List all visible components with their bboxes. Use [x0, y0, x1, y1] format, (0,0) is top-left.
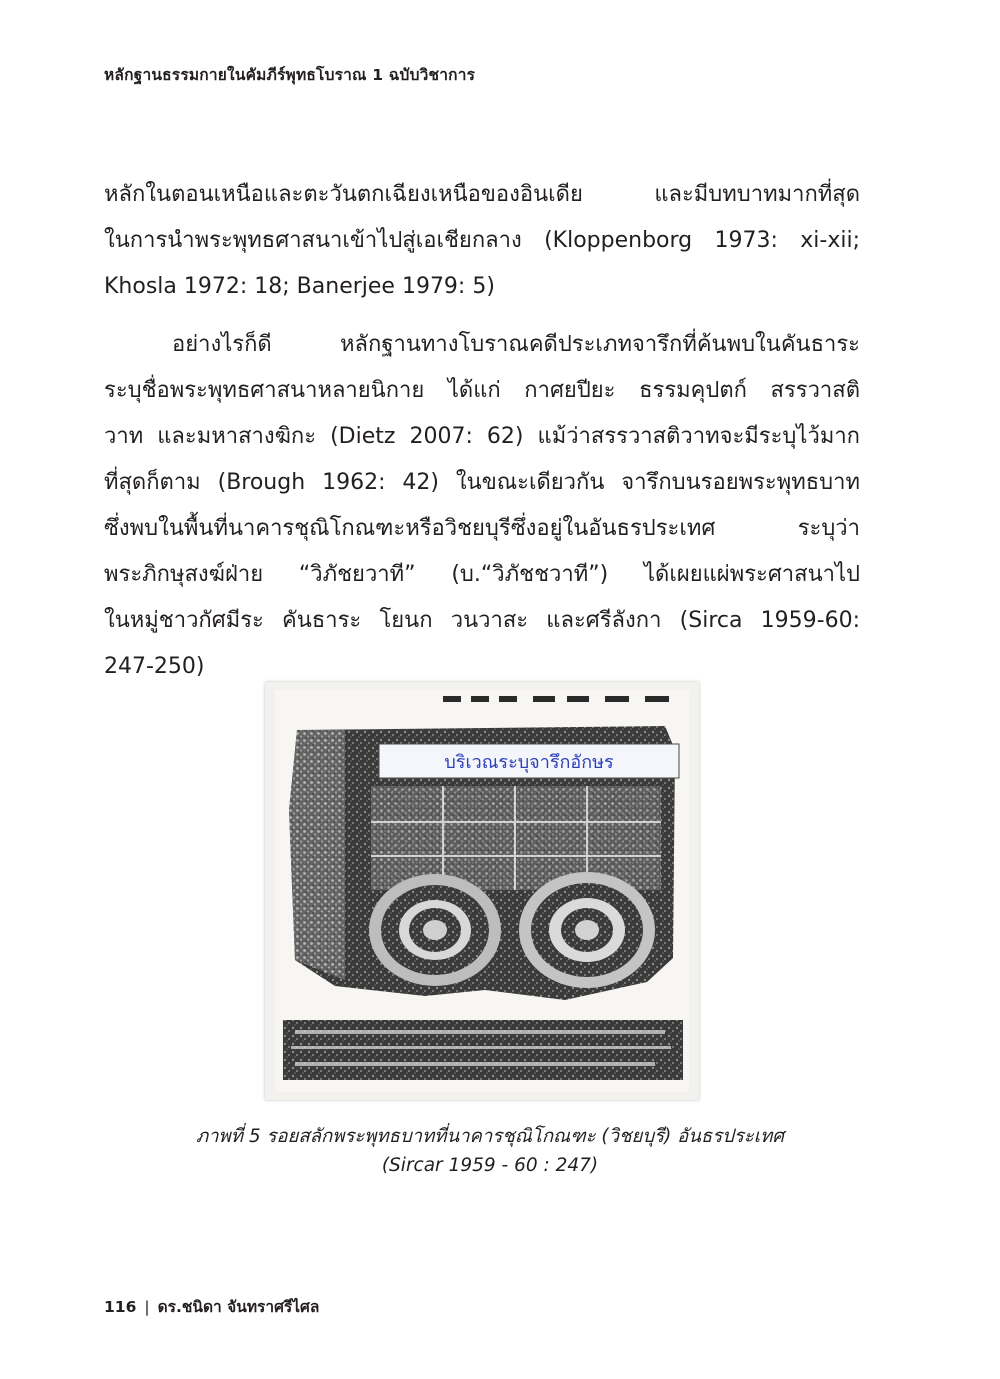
- paragraph-line: หลักในตอนเหนือและตะวันตกเฉียงเหนือของอินเดีย และมีบทบาทมากที่สุด: [104, 182, 860, 207]
- caption-line-1: ภาพที่ 5 รอยสลักพระพุทธบาทที่นาคารชุณิโกณฑะ (วิชยบุรี) อันธรประเทศ: [195, 1126, 785, 1147]
- caption-line-2: (Sircar 1959 - 60 : 247): [381, 1155, 599, 1176]
- paragraph-line: ในหมู่ชาวกัศมีระ คันธาระ โยนก วนวาสะ และศรีลังกา (Sirca 1959-60:: [104, 608, 860, 633]
- stamp-label: บริเวณระบุจารึกอักษร: [444, 752, 614, 773]
- footer-separator: |: [144, 1298, 150, 1316]
- paragraph-2: [104, 322, 860, 690]
- paragraph-line: วาท และมหาสางฆิกะ (Dietz 2007: 62) แม้ว่าสรรวาสติวาทจะมีระบุไว้มาก: [104, 424, 860, 449]
- footprint-rubbing-image: [275, 690, 689, 1092]
- paragraph-line: 247-250): [104, 654, 205, 679]
- paragraph-line: ระบุชื่อพระพุทธศาสนาหลายนิกาย ได้แก่ กาศยปียะ ธรรมคุปตก์ สรรวาสติ: [104, 378, 860, 403]
- page-footer: [104, 1294, 319, 1319]
- page-number: 116: [104, 1298, 137, 1316]
- figure-photo: [265, 682, 699, 1100]
- paragraph-1: [104, 172, 860, 310]
- paragraph-line: ที่สุดก็ตาม (Brough 1962: 42) ในขณะเดียวกัน จารึกบนรอยพระพุทธบาท: [104, 470, 860, 495]
- running-header: หลักฐานธรรมกายในคัมภีร์พุทธโบราณ 1 ฉบับวิชาการ: [104, 66, 476, 84]
- figure-caption: [100, 1122, 880, 1180]
- paragraph-line: อย่างไรก็ดี หลักฐานทางโบราณคดีประเภทจารึกที่ค้นพบในคันธาระ: [172, 332, 860, 357]
- paragraph-line: พระภิกษุสงฆ์ฝ่าย “วิภัชยวาที” (บ.“วิภัชชวาที”) ได้เผยแผ่พระศาสนาไป: [104, 562, 860, 587]
- paragraph-line: ในการนำพระพุทธศาสนาเข้าไปสู่เอเชียกลาง (Kloppenborg 1973: xi-xii;: [104, 228, 860, 253]
- paragraph-line: Khosla 1972: 18; Banerjee 1979: 5): [104, 274, 495, 299]
- wheel-right: [519, 872, 655, 988]
- wheel-left: [369, 874, 501, 986]
- paragraph-line: ซึ่งพบในพื้นที่นาคารชุณิโกณฑะหรือวิชยบุรีซึ่งอยู่ในอันธรประเทศ ระบุว่า: [104, 516, 860, 541]
- author-name: ดร.ชนิดา จันทราศรีไศล: [157, 1298, 320, 1316]
